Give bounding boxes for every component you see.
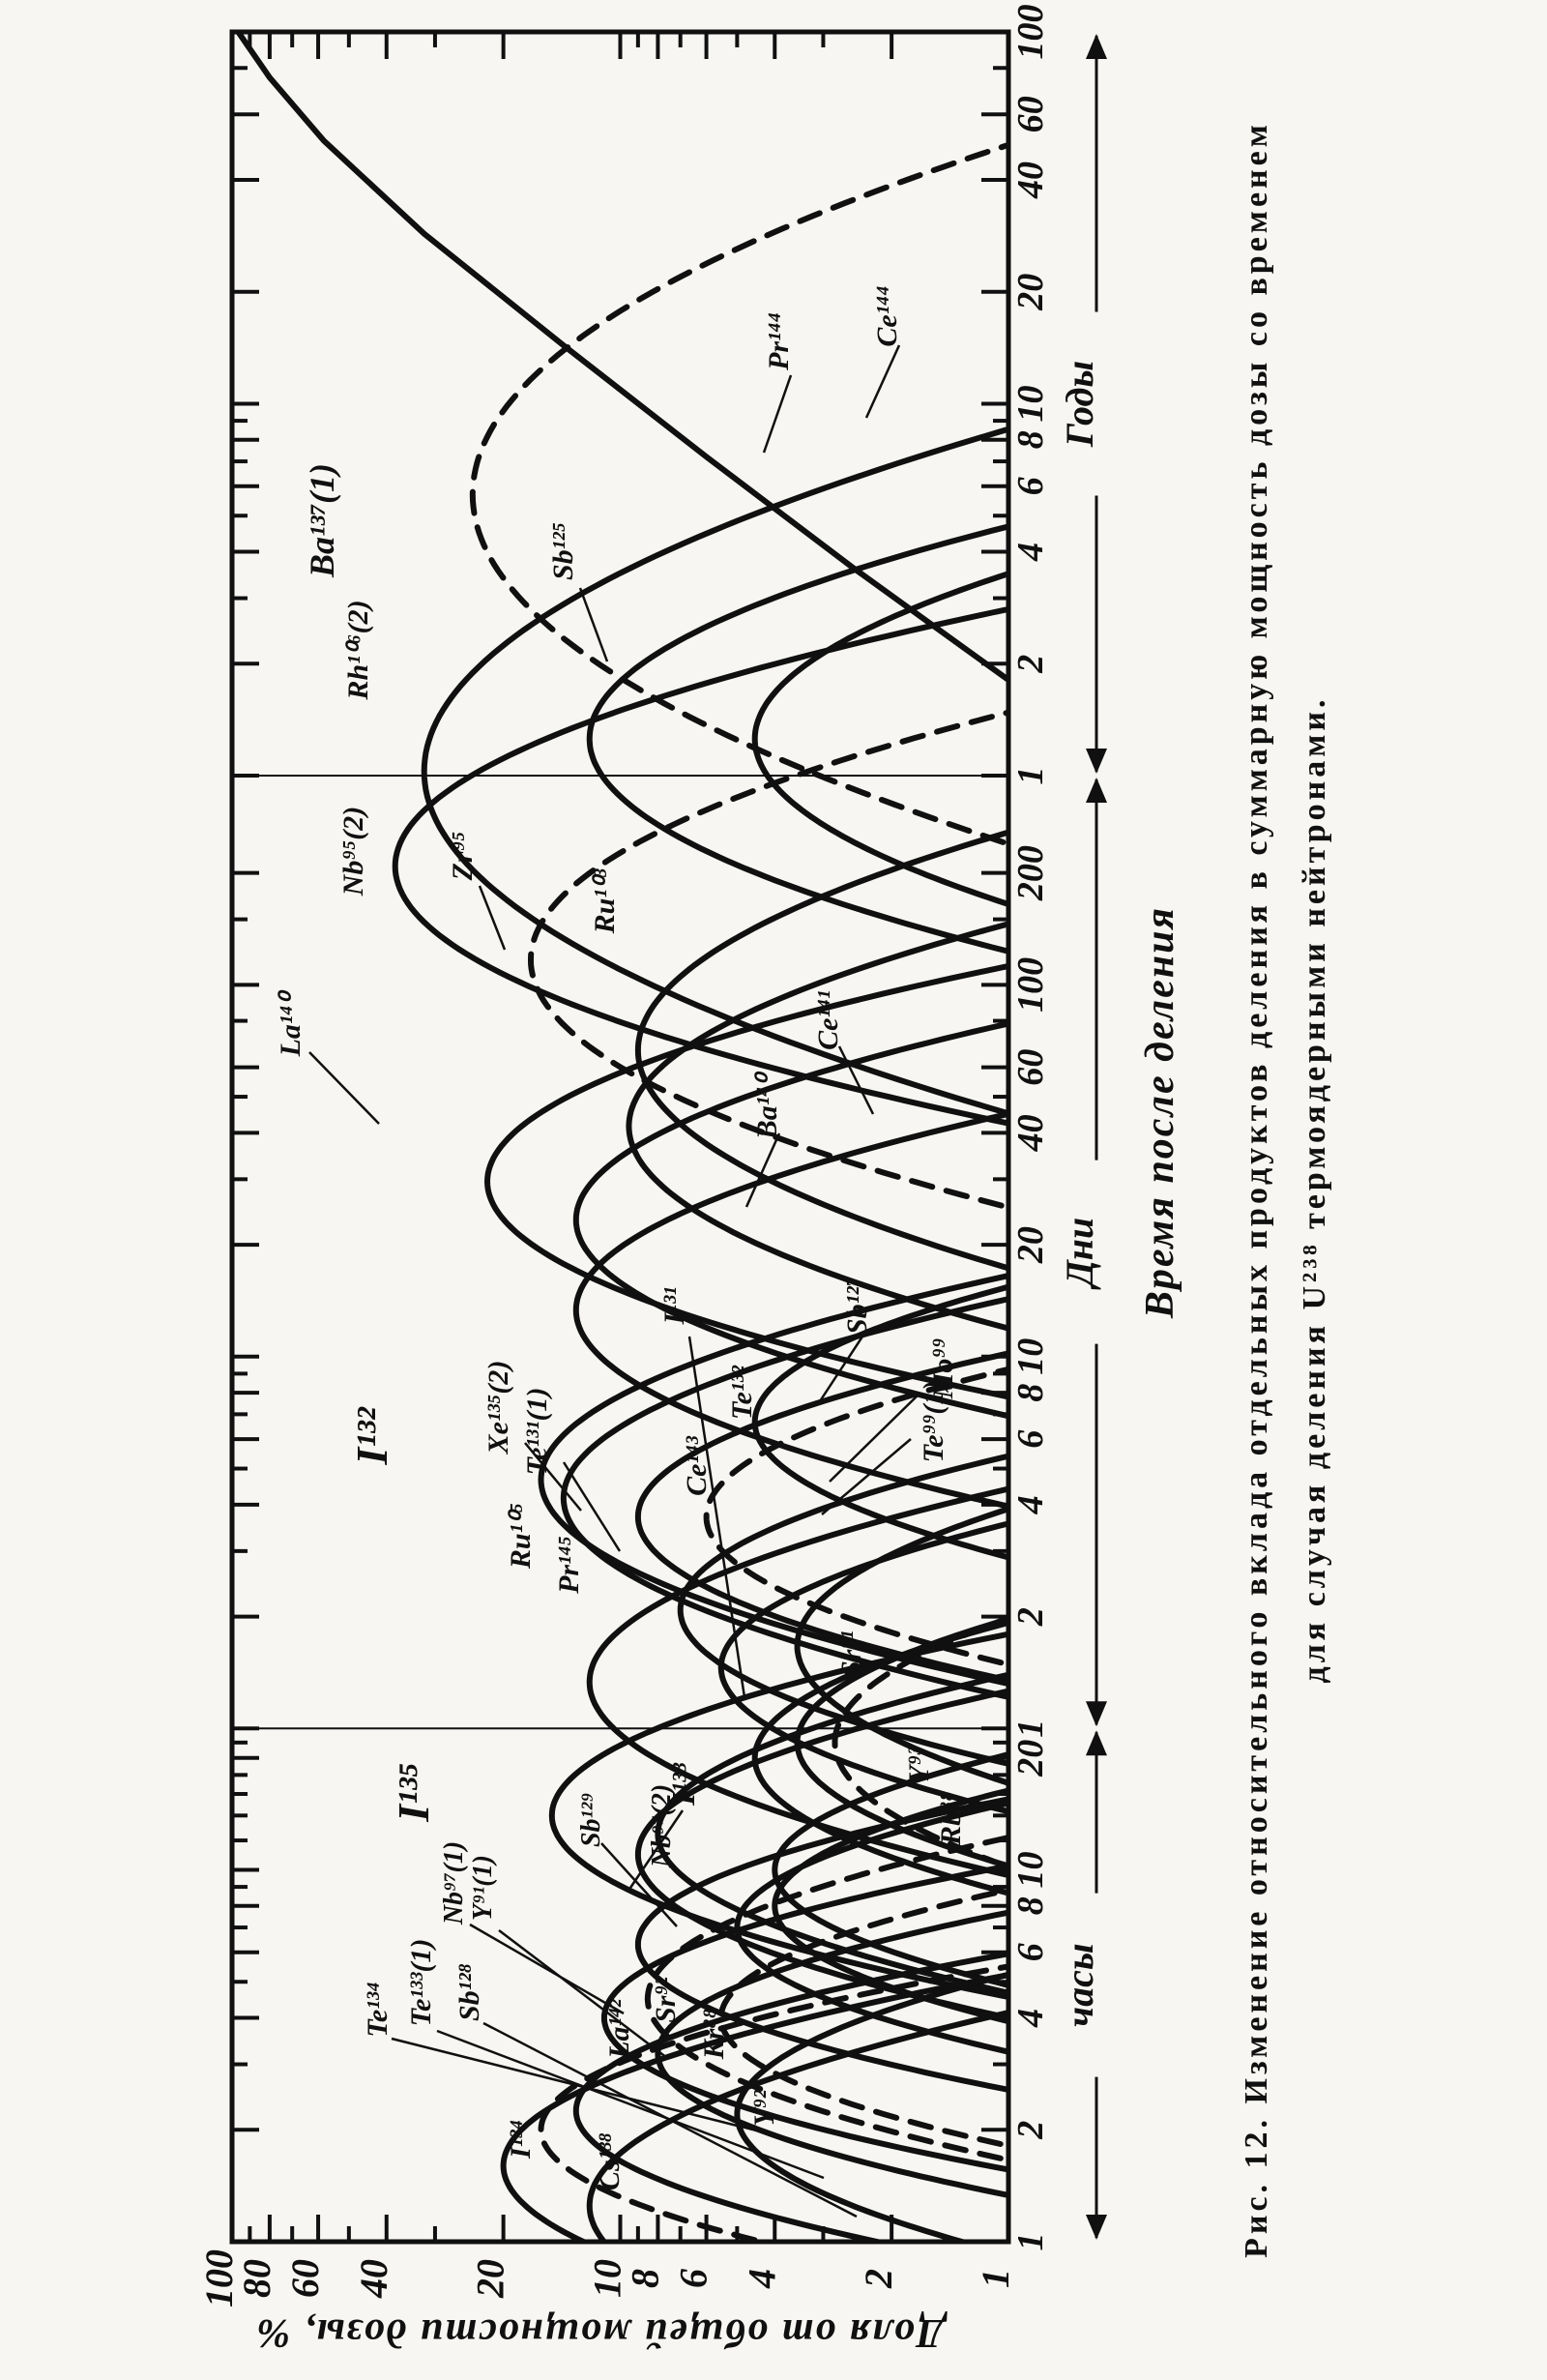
figure-caption-line1: Рис. 12. Изменение относительного вклада отдельных продуктов деления в суммарную мощность дозы со временем (1239, 121, 1274, 2258)
time-tick-label-100-Дни: 100 (1010, 956, 1051, 1013)
time-tick-label-2-часы: 2 (1010, 2120, 1051, 2139)
isotope-label-Te¹³¹(1): Te¹³¹(1) (521, 1387, 553, 1476)
isotope-label-Zr⁹⁵: Zr⁹⁵ (447, 831, 479, 881)
isotope-label-Mo⁹⁹: Mo⁹⁹ (927, 1337, 959, 1399)
leader-line-13 (580, 588, 607, 661)
percent-tick-label-6: 6 (671, 2269, 715, 2288)
isotope-label-Sr⁹¹: Sr⁹¹ (835, 1631, 867, 1677)
isotope-label-Nb⁹⁷(1): Nb⁹⁷(1) (439, 1840, 469, 1925)
arrowhead (1086, 34, 1107, 59)
isotope-label-Rh¹⁰⁶(2): Rh¹⁰⁶(2) (342, 600, 374, 700)
isotope-label-Te¹³⁴: Te¹³⁴ (362, 1982, 394, 2038)
leader-line-4 (499, 1930, 667, 2058)
time-tick-label-20-часы: 20 (1010, 1739, 1051, 1777)
isotope-label-Pr¹⁴⁴: Pr¹⁴⁴ (763, 312, 795, 370)
time-tick-label-4-Дни: 4 (1010, 1495, 1051, 1514)
leader-line-14 (866, 345, 899, 418)
time-tick-label-6-Годы: 6 (1010, 477, 1051, 496)
isotope-label-I¹³³: I¹³³ (666, 1763, 702, 1806)
arrowhead (1086, 1730, 1107, 1755)
isotope-label-La¹⁴²: La¹⁴² (603, 1999, 635, 2059)
time-section-label-Дни: Дни (1058, 1217, 1101, 1287)
leader-line-17 (309, 1052, 379, 1124)
isotope-label-Ce¹⁴¹: Ce¹⁴¹ (812, 990, 844, 1050)
time-tick-label-1-Дни: 1 (1010, 1719, 1051, 1738)
isotope-label-Kr⁸⁸: Kr⁸⁸ (698, 2008, 730, 2060)
percent-tick-label-80: 80 (234, 2259, 278, 2298)
isotope-label-Sr⁹²: Sr⁹² (650, 1977, 682, 2023)
isotope-label-Sb¹²⁵: Sb¹²⁵ (547, 521, 579, 581)
time-tick-label-4-Годы: 4 (1010, 543, 1051, 562)
isotope-label-Ru¹⁰⁵: Ru¹⁰⁵ (505, 1502, 537, 1570)
percent-tick-label-20: 20 (468, 2259, 512, 2298)
time-tick-label-4-часы: 4 (1010, 2009, 1051, 2028)
isotope-label-Ba¹⁴⁰: Ba¹⁴⁰ (751, 1074, 783, 1140)
isotope-label-I¹³¹: I¹³¹ (658, 1286, 690, 1325)
time-tick-label-10-Годы: 10 (1010, 385, 1051, 423)
isotope-label-Rb⁸⁸: Rb⁸⁸ (935, 1791, 967, 1845)
isotope-label-Ru¹⁰³: Ru¹⁰³ (589, 868, 621, 934)
arrowhead (1086, 1701, 1107, 1726)
isotope-label-I¹³⁴: I¹³⁴ (505, 2119, 537, 2160)
time-tick-label-8-Годы: 8 (1010, 430, 1051, 450)
curve-Ce¹⁴⁴ (755, 544, 1106, 933)
isotope-label-Ba¹³⁷(1): Ba¹³⁷(1) (303, 462, 341, 578)
isotope-label-Xe¹³⁵(2): Xe¹³⁵(2) (482, 1360, 514, 1454)
isotope-label-Te¹³²: Te¹³² (726, 1366, 758, 1420)
leader-line-3 (470, 1925, 624, 2013)
time-tick-label-200-Дни: 200 (1010, 845, 1051, 901)
arrowhead (1086, 778, 1107, 803)
percent-tick-label-40: 40 (351, 2259, 395, 2298)
arrowhead (1086, 749, 1107, 774)
isotope-label-Te¹³³(1): Te¹³³(1) (405, 1938, 437, 2027)
curve-Pr¹⁴⁵ (737, 1782, 1105, 2072)
isotope-label-Ce¹⁴⁴: Ce¹⁴⁴ (871, 285, 903, 347)
isotope-label-Sb¹²⁹: Sb¹²⁹ (576, 1792, 606, 1848)
percent-tick-label-2: 2 (857, 2269, 901, 2288)
time-axis-title: Время после деления (1138, 905, 1182, 1319)
leader-line-15 (764, 375, 791, 453)
time-tick-label-20-Дни: 20 (1010, 1226, 1051, 1264)
isotope-label-Y⁹²: Y⁹² (748, 2090, 780, 2127)
time-tick-label-2-Годы: 2 (1010, 654, 1051, 673)
percent-tick-label-1: 1 (974, 2269, 1017, 2288)
time-tick-label-8-Дни: 8 (1010, 1383, 1051, 1402)
isotope-label-Te⁹⁹(1): Te⁹⁹(1) (918, 1380, 949, 1463)
time-tick-label-2-Дни: 2 (1010, 1607, 1051, 1627)
isotope-label-Ce¹⁴³: Ce¹⁴³ (681, 1436, 713, 1496)
percent-tick-label-10: 10 (585, 2259, 629, 2298)
time-tick-label-1-часы: 1 (1010, 2232, 1051, 2251)
isotope-label-Pr¹⁴⁵: Pr¹⁴⁵ (553, 1536, 585, 1594)
isotope-label-La¹⁴⁰: La¹⁴⁰ (275, 993, 306, 1057)
time-tick-label-8-часы: 8 (1010, 1896, 1051, 1916)
isotope-label-Cs¹³⁸: Cs¹³⁸ (594, 2131, 626, 2191)
time-tick-label-40-Дни: 40 (1010, 1114, 1051, 1152)
leader-line-2 (483, 2023, 857, 2217)
time-section-label-часы: часы (1058, 1943, 1101, 2027)
curve-I¹³² (541, 1255, 1106, 1704)
time-tick-label-60-Годы: 60 (1010, 96, 1051, 133)
time-tick-label-60-Дни: 60 (1010, 1048, 1051, 1086)
isotope-label-Y⁹³: Y⁹³ (903, 1747, 935, 1783)
time-section-label-Годы: Годы (1058, 360, 1101, 448)
time-tick-label-100-Годы: 100 (1010, 4, 1051, 60)
figure-caption-line2: для случая деления U²³⁸ термоядерными нейтронами. (1297, 695, 1332, 1684)
isotope-label-I¹³²: I¹³² (347, 1407, 396, 1465)
isotope-label-Y⁹¹(1): Y⁹¹(1) (468, 1855, 498, 1921)
time-tick-label-10-Дни: 10 (1010, 1337, 1051, 1375)
time-tick-label-6-часы: 6 (1010, 1943, 1051, 1962)
percent-tick-label-60: 60 (283, 2259, 328, 2298)
isotope-label-I¹³⁵: I¹³⁵ (389, 1762, 438, 1822)
percent-axis-title: Доля от общей мощности дозы, % (254, 2310, 945, 2355)
isotope-label-Nb⁹⁵(2): Nb⁹⁵(2) (337, 806, 369, 896)
percent-tick-label-4: 4 (740, 2269, 784, 2288)
curve-Pr¹⁴⁴ (590, 503, 1106, 975)
time-tick-label-6-Дни: 6 (1010, 1429, 1051, 1449)
arrowhead (1086, 2215, 1107, 2240)
percent-tick-label-100: 100 (197, 2249, 241, 2307)
time-tick-label-1-Годы: 1 (1010, 766, 1051, 785)
percent-tick-label-8: 8 (623, 2269, 667, 2288)
isotope-label-Sb¹²⁸: Sb¹²⁸ (453, 1962, 485, 2022)
time-tick-label-20-Годы: 20 (1010, 273, 1051, 310)
isotope-label-Nb⁹⁷(2): Nb⁹⁷(2) (647, 1783, 677, 1868)
time-tick-label-10-часы: 10 (1010, 1851, 1051, 1889)
time-tick-label-40-Годы: 40 (1010, 162, 1051, 199)
isotope-label-Sb¹²⁷: Sb¹²⁷ (841, 1276, 873, 1336)
